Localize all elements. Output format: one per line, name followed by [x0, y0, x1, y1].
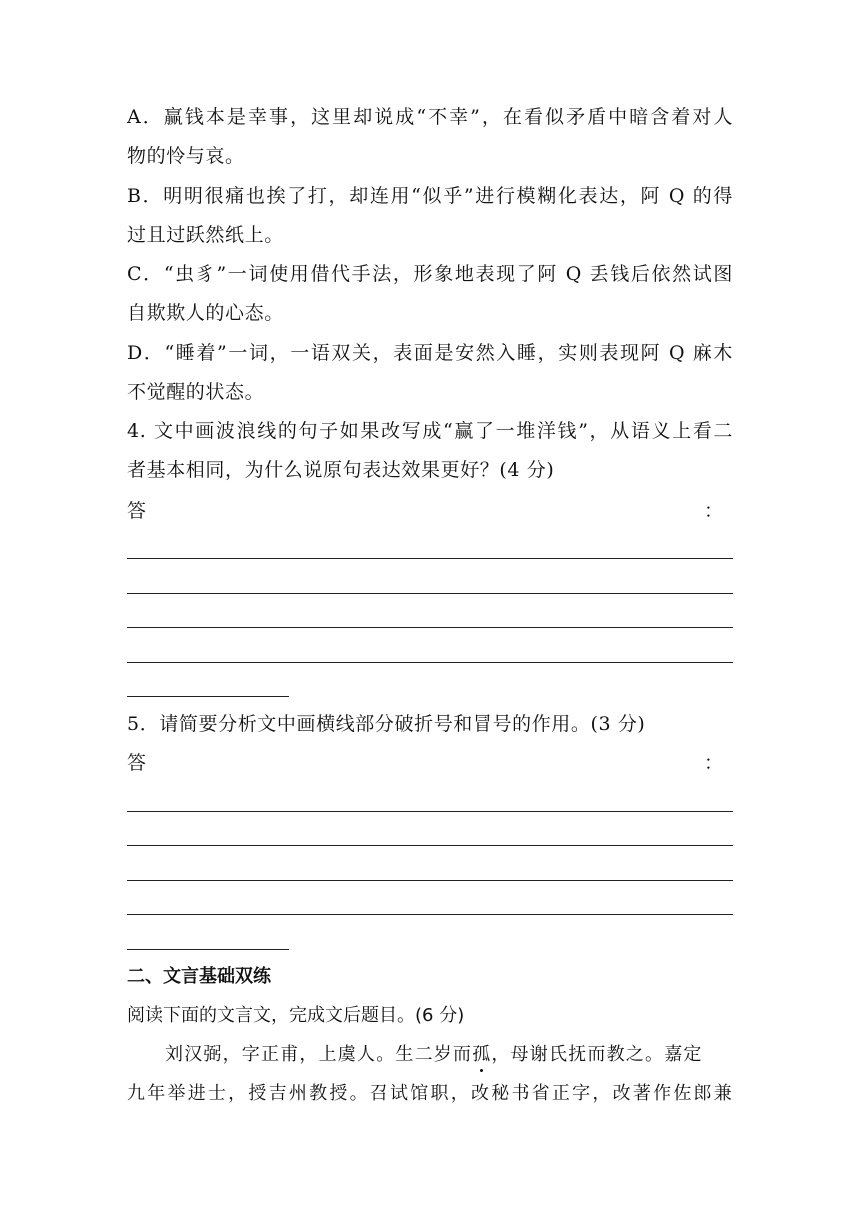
answer-label: 答	[127, 500, 147, 522]
answer-line[interactable]	[127, 662, 733, 663]
section-instruction: 阅读下面的文言文，完成文后题目。(6 分)	[127, 1005, 465, 1026]
answer-line[interactable]	[127, 914, 733, 915]
answer-label: 答	[127, 752, 147, 774]
question-4-line-2: 者基本相同，为什么说原句表达效果更好？(4 分)	[127, 459, 555, 481]
question-4-line-1: 4. 文中画波浪线的句子如果改写成“赢了一堆洋钱”，从语义上看二	[127, 420, 733, 442]
answer-line[interactable]	[127, 880, 733, 881]
option-b-line-1: B．明明很痛也挨了打，却连用“似乎”进行模糊化表达，阿 Q 的得	[127, 185, 733, 207]
option-d-line-1: D．“睡着”一词，一语双关，表面是安然入睡，实则表现阿 Q 麻木	[127, 342, 733, 364]
answer-line[interactable]	[127, 558, 733, 559]
passage-text: ，母谢氏抚而教之。嘉定	[491, 1044, 703, 1065]
option-b-line-2: 过且过跃然纸上。	[127, 224, 284, 246]
answer-colon: ：	[703, 752, 723, 774]
option-a-line-2: 物的怜与哀。	[127, 145, 245, 167]
answer-line[interactable]	[127, 627, 733, 628]
passage-line-2: 九年举进士，授吉州教授。召试馆职，改秘书省正字，改著作佐郎兼	[127, 1083, 733, 1104]
answer-line-short[interactable]	[127, 949, 289, 950]
passage-line-1	[127, 1042, 733, 1068]
section-heading: 二、文言基础双练	[127, 966, 271, 987]
answer-colon: ：	[703, 500, 723, 522]
option-c-line-2: 自欺欺人的心态。	[127, 302, 284, 324]
passage-text: 刘汉弼，字正甫，上虞人。生二岁而	[165, 1044, 473, 1065]
emphasis-dot-char: 孤	[472, 1042, 491, 1068]
option-c-line-1: C．“虫豸”一词使用借代手法，形象地表现了阿 Q 丢钱后依然试图	[127, 263, 733, 285]
answer-line[interactable]	[127, 845, 733, 846]
answer-line-short[interactable]	[127, 696, 289, 697]
answer-line[interactable]	[127, 593, 733, 594]
question-5-line-1: 5．请简要分析文中画横线部分破折号和冒号的作用。(3 分)	[127, 713, 646, 735]
answer-line[interactable]	[127, 811, 733, 812]
option-d-line-2: 不觉醒的状态。	[127, 381, 265, 403]
option-a-line-1: A．赢钱本是幸事，这里却说成“不幸”，在看似矛盾中暗含着对人	[127, 106, 733, 128]
